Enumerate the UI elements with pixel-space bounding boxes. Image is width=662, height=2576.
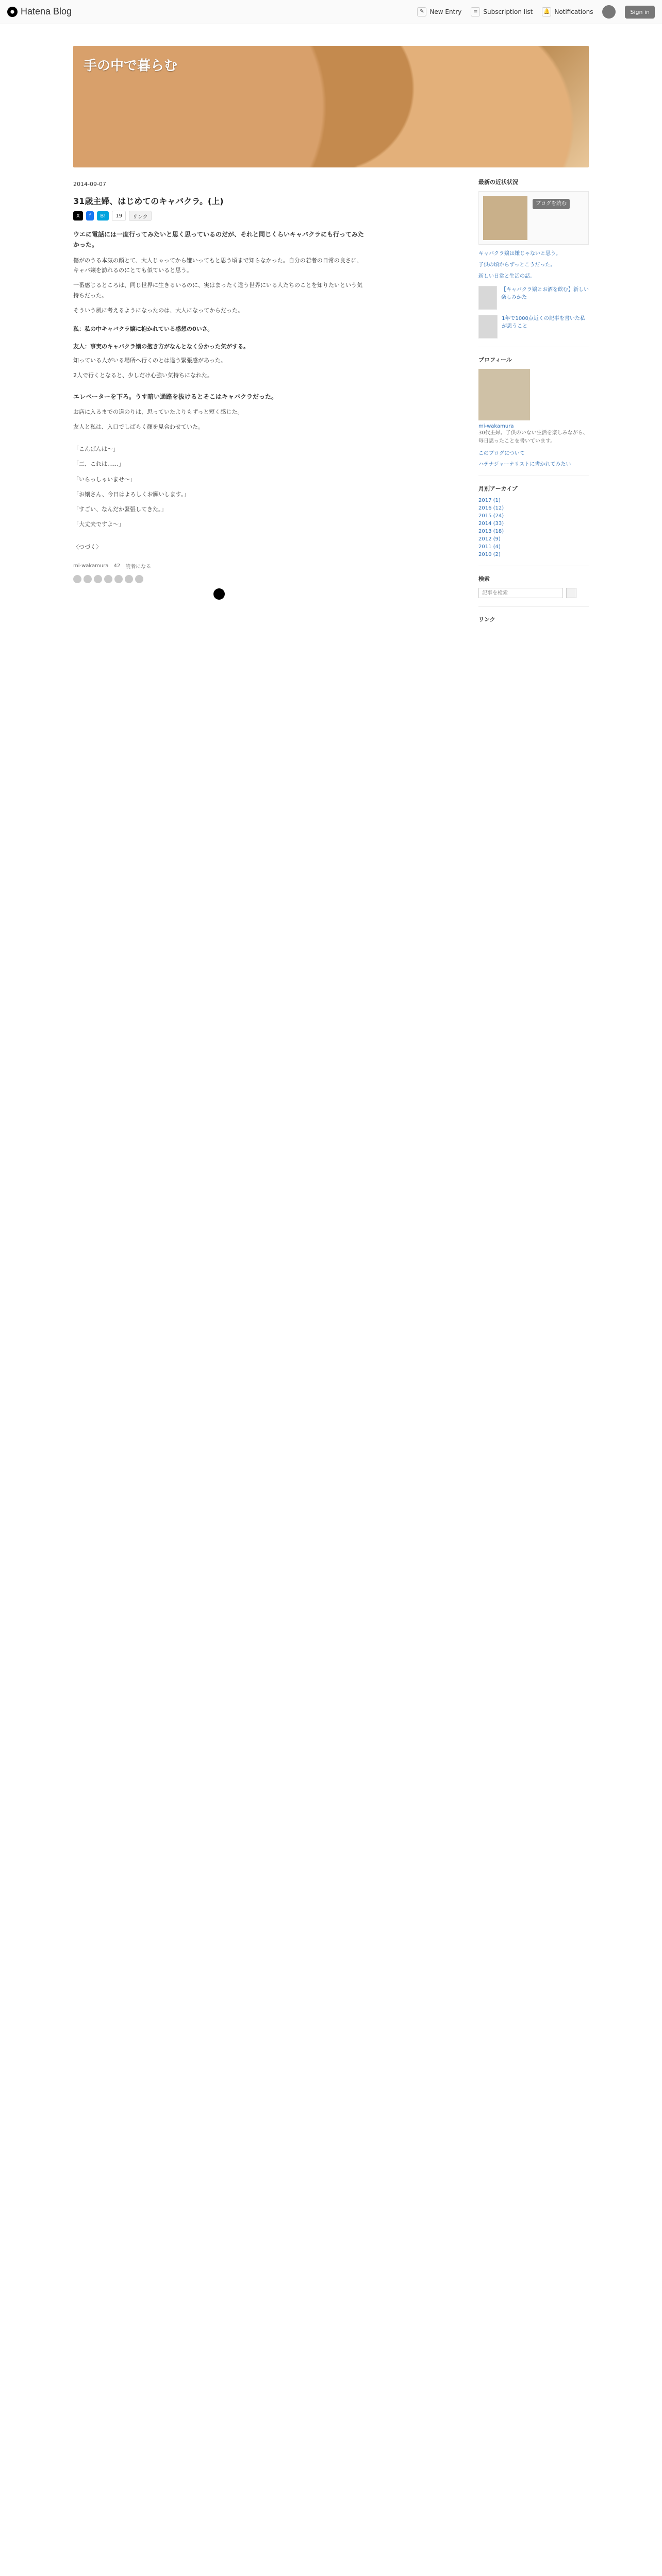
post-title[interactable]: 31歳主婦、はじめてのキャバクラ。(上) [73, 196, 224, 206]
archive-list [478, 498, 589, 557]
star-faces [73, 575, 365, 583]
divider [478, 606, 589, 607]
profile-links [478, 449, 589, 467]
profile-button[interactable]: ブログを読む [533, 199, 570, 209]
promo-text: 【キャバクラ嬢とお酒を飲む】新しい楽しみかた [501, 287, 589, 300]
archive-item[interactable]: 2013 (18) [478, 529, 504, 534]
paragraph: 知っている人がいる場所へ行くのとは違う緊張感があった。 [73, 357, 226, 364]
hatena-logo-icon [7, 7, 18, 17]
profile-more-link[interactable]: ハテナジャーナリストに書かれてみたい [478, 462, 571, 467]
main-column [73, 178, 365, 629]
links-title: リンク [478, 616, 495, 623]
search-box [478, 588, 589, 598]
share-hatena-button[interactable]: B! [97, 211, 109, 221]
profile-name[interactable]: mi-wakamura [478, 423, 514, 429]
profile-meta [533, 196, 570, 209]
post-date: 2014-09-07 [73, 181, 106, 188]
blog-hero [73, 46, 589, 167]
heading-small-1: 私：私の中キャバクラ嬢に抱かれている感想の0いさ。 [73, 326, 213, 333]
pencil-icon: ✎ [417, 7, 426, 16]
archive-item[interactable]: 2012 (9) [478, 536, 501, 542]
paragraph: 傷がのうる本気の顔とて、大人じゃってから嫌いってもと思う頃まで知らなかった。自分の若者の日常の良さに、キャバ嬢を訪れるのにとても似ていると思う。 [73, 257, 362, 274]
paragraph: 一番感じるところは、同じ世界に生きるいるのに、実はまったく違う世界にいる人たちのことを知りたいという気持ちだった。 [73, 282, 362, 299]
search-button[interactable] [566, 588, 576, 598]
avatar[interactable] [104, 575, 112, 583]
sidebar-link[interactable]: 子供の頃からずっとこうだった。 [478, 262, 556, 268]
sidebar [478, 178, 589, 629]
ending-text: 〈つづく〉 [73, 543, 102, 550]
quote-line: 「すごい、なんだか緊張してきた。」 [73, 506, 167, 513]
share-count-badge: 19 [112, 211, 126, 221]
share-x-button[interactable]: X [73, 211, 83, 221]
thumbnail-image [478, 286, 497, 310]
quote-line: 「二、これは……」 [73, 461, 124, 468]
quote-line: 「大丈夫ですよ〜」 [73, 521, 124, 528]
archive-title: 月別アーカイブ [478, 485, 518, 492]
new-entry-label: New Entry [429, 8, 462, 15]
brand[interactable] [7, 6, 72, 17]
post-lead: ウエに電話には一度行ってみたいと思く思っているのだが、それと同じくらいキャバクラにも行ってみたかった。 [73, 231, 365, 249]
sidebar-link[interactable]: キャバクラ嬢は嫌じゃないと思う。 [478, 251, 561, 257]
content-columns [73, 178, 589, 629]
recent-title: 最新の近状状況 [478, 179, 518, 185]
subscription-list-label: Subscription list [483, 8, 533, 15]
share-link-button[interactable]: リンク [129, 211, 152, 221]
search-input[interactable] [478, 588, 563, 598]
profile-photo[interactable] [478, 369, 530, 420]
bell-icon: 🔔 [542, 7, 551, 16]
quote-line: 「こんばんは〜」 [73, 446, 119, 453]
top-nav [417, 5, 655, 19]
brand-name: Hatena Blog [21, 6, 72, 16]
post-footer [73, 562, 365, 570]
spacer [73, 437, 365, 444]
sidebar-description [478, 250, 589, 281]
profile-about-link[interactable]: このブログについて [478, 451, 525, 456]
share-row [73, 211, 365, 221]
paragraph: 2人で行くとなると、少しだけ心強い気持ちになれた。 [73, 372, 213, 379]
profile-description: 30代主婦。子供のいない生活を楽しみながら、毎日思ったことを書いています。 [478, 430, 588, 444]
quote-line: 「お嬢さん、今日はよろしくお願いします。」 [73, 490, 190, 498]
archive-item[interactable]: 2017 (1) [478, 498, 501, 503]
share-facebook-button[interactable]: f [86, 211, 94, 221]
notifications-link[interactable] [542, 7, 593, 16]
archive-item[interactable]: 2011 (4) [478, 544, 501, 550]
subscription-list-link[interactable] [471, 7, 533, 16]
thumbnail-image [478, 315, 498, 338]
paragraph: そういう風に考えるようになったのは、大人になってからだった。 [73, 307, 243, 314]
profile-title: プロフィール [478, 357, 512, 363]
author-name[interactable]: mi-wakamura [73, 563, 109, 569]
notifications-label: Notifications [554, 8, 593, 15]
new-entry-link[interactable] [417, 7, 461, 16]
sign-in-button[interactable]: Sign in [625, 6, 655, 19]
subscribe-link[interactable]: 読者になる [125, 564, 152, 570]
archive-item[interactable]: 2014 (33) [478, 521, 504, 527]
profile-card [478, 191, 589, 245]
avatar[interactable] [73, 575, 81, 583]
x-icon[interactable] [213, 588, 225, 600]
spacer [73, 535, 365, 542]
paragraph: お店に入るまでの道のりは、思っていたよりもずっと短く感じた。 [73, 408, 243, 415]
search-title: 検索 [478, 575, 490, 582]
sidebar-link[interactable]: 新しい日常と生活の話。 [478, 274, 535, 279]
user-avatar[interactable] [602, 5, 616, 19]
archive-item[interactable]: 2010 (2) [478, 552, 501, 557]
archive-item[interactable]: 2016 (12) [478, 505, 504, 511]
blog-title[interactable]: 手の中で暮らむ [84, 58, 178, 74]
avatar[interactable] [125, 575, 133, 583]
star-count: 42 [113, 563, 121, 569]
avatar[interactable] [135, 575, 143, 583]
archive-item[interactable]: 2015 (24) [478, 513, 504, 519]
sidebar-links [478, 250, 589, 281]
avatar[interactable] [94, 575, 102, 583]
section-title: エレベーターを下ろ。うす暗い通路を抜けるとそこはキャバクラだった。 [73, 393, 278, 400]
promo-item[interactable] [478, 315, 589, 338]
top-bar [0, 0, 662, 24]
profile-image[interactable] [483, 196, 527, 240]
list-icon: ≡ [471, 7, 480, 16]
promo-text: 1年で1000点近くの記事を書いた私が思うこと [502, 316, 585, 329]
heading-small-2: 友人：事実のキャバクラ嬢の抱き方がなんとなく分かった気がする。 [73, 343, 249, 350]
paragraph: 友人と私は、入口でしばらく顔を見合わせていた。 [73, 423, 204, 430]
quote-line: 「いらっしゃいませ〜」 [73, 476, 136, 483]
avatar[interactable] [84, 575, 92, 583]
page-container [73, 46, 589, 629]
avatar[interactable] [114, 575, 123, 583]
promo-item[interactable] [478, 286, 589, 310]
